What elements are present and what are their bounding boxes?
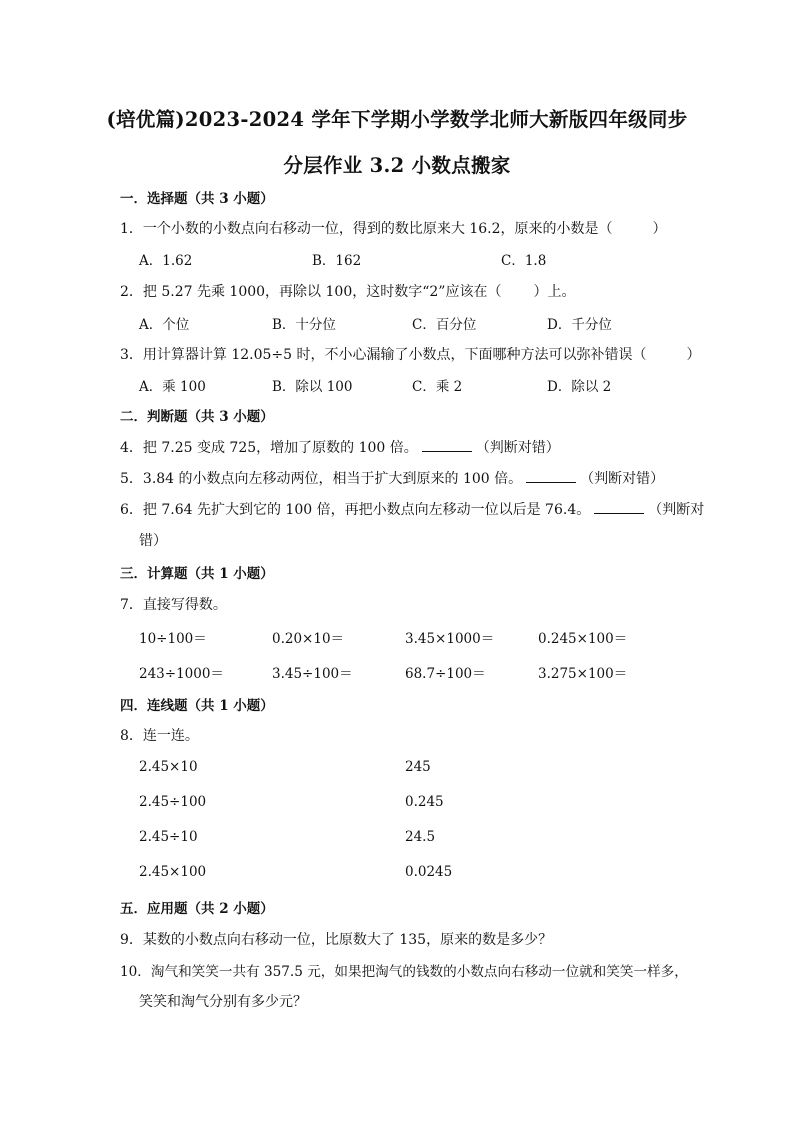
match-left-item: 2.45÷10 [139, 829, 198, 845]
question-1 [120, 218, 667, 238]
section-heading-calc: 三．计算题（共 1 小题） [120, 566, 274, 582]
question-2-text: 2．把 5.27 先乘 1000，再除以 100，这时数字“2”应该在（ [120, 284, 502, 300]
question-5 [120, 468, 664, 488]
section-heading-match: 四．连线题（共 1 小题） [120, 698, 274, 714]
calc-item: 10÷100＝ [139, 631, 207, 647]
question-10: 10．淘气和笑笑一共有 357.5 元，如果把淘气的钱数的小数点向右移动一位就和笑笑一样多， [120, 964, 688, 980]
question-4-text: 4．把 7.25 变成 725，增加了原数的 100 倍。 [120, 440, 418, 456]
q2-option-c: C．百分位 [412, 317, 477, 333]
question-5-tail: （判断对错） [580, 471, 665, 487]
calc-item: 0.20×10＝ [272, 631, 345, 647]
question-10-continuation: 笑笑和淘气分别有多少元？ [139, 994, 307, 1010]
q1-option-a: A．1.62 [139, 253, 193, 269]
answer-blank [422, 439, 472, 452]
q2-option-d: D．千分位 [547, 317, 612, 333]
question-4 [120, 437, 560, 457]
question-2-tail: ）上。 [533, 284, 576, 300]
match-right-item: 0.0245 [405, 864, 453, 880]
question-1-text: 1．一个小数的小数点向右移动一位，得到的数比原来大 16.2，原来的小数是（ [120, 221, 613, 237]
answer-blank [594, 501, 644, 514]
calc-item: 3.45÷100＝ [272, 666, 353, 682]
q2-option-a: A．个位 [139, 317, 190, 333]
question-9: 9．某数的小数点向右移动一位，比原数大了 135，原来的数是多少？ [120, 932, 553, 948]
question-6-continuation: 错） [139, 533, 167, 549]
calc-item: 68.7÷100＝ [405, 666, 486, 682]
question-2 [120, 281, 575, 301]
page-title-line-2: 分层作业 3.2 小数点搬家 [283, 154, 511, 177]
q1-option-c: C．1.8 [501, 253, 547, 269]
question-3-tail: ） [686, 347, 701, 363]
match-right-item: 245 [405, 759, 431, 775]
match-left-item: 2.45×10 [139, 759, 198, 775]
q1-option-b: B．162 [312, 253, 362, 269]
question-3-text: 3．用计算器计算 12.05÷5 时，不小心漏输了小数点，下面哪种方法可以弥补错误（ [120, 347, 647, 363]
section-heading-judge: 二．判断题（共 3 小题） [120, 409, 274, 425]
match-left-item: 2.45×100 [139, 864, 207, 880]
q2-option-b: B．十分位 [272, 317, 336, 333]
calc-item: 3.45×1000＝ [405, 631, 495, 647]
question-5-text: 5．3.84 的小数点向左移动两位，相当于扩大到原来的 100 倍。 [120, 471, 523, 487]
q3-option-c: C．乘 2 [412, 379, 463, 395]
question-7: 7．直接写得数。 [120, 597, 227, 613]
calc-item: 0.245×100＝ [538, 631, 628, 647]
question-4-tail: （判断对错） [475, 440, 560, 456]
question-6-text: 6．把 7.64 先扩大到它的 100 倍，再把小数点向左移动一位以后是 76.4。 [120, 502, 591, 518]
match-right-item: 0.245 [405, 794, 444, 810]
question-1-tail: ） [652, 221, 667, 237]
question-3 [120, 344, 701, 364]
page-title-line-1: (培优篇)2023-2024 学年下学期小学数学北师大新版四年级同步 [106, 108, 688, 131]
answer-blank [526, 470, 576, 483]
section-heading-apply: 五．应用题（共 2 小题） [120, 901, 274, 917]
calc-item: 3.275×100＝ [538, 666, 628, 682]
match-right-item: 24.5 [405, 829, 436, 845]
question-8: 8．连一连。 [120, 728, 199, 744]
section-heading-choice: 一．选择题（共 3 小题） [120, 191, 274, 207]
question-6 [120, 499, 704, 519]
match-left-item: 2.45÷100 [139, 794, 207, 810]
q3-option-d: D．除以 2 [547, 379, 612, 395]
q3-option-a: A．乘 100 [139, 379, 206, 395]
q3-option-b: B．除以 100 [272, 379, 353, 395]
calc-item: 243÷1000＝ [139, 666, 224, 682]
question-6-tail: （判断对 [648, 502, 705, 518]
